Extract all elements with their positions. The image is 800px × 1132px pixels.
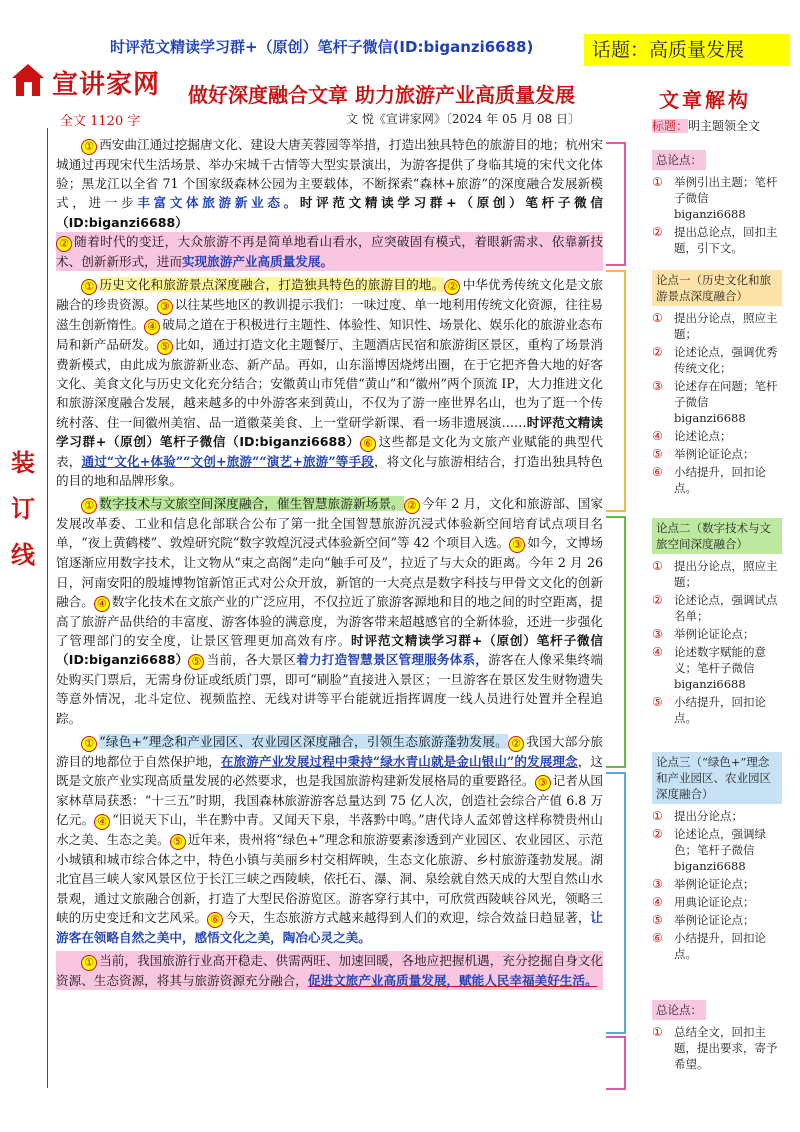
sidebar — [614, 78, 796, 134]
part1-paragraph: ① 历史文化和旅游景点深度融合，打造独具特色的旅游目的地。 ② 中华优秀传统文化是文旅融合的珍贵资源。 ③ 以往某些地区的教训提示我们：一味过度、单一地利用传统文化资源，往往易滋生创新惰性。 ④ 破局之道在于积极进行主题性、体验性、知识性、场景化、娱乐化的旅游业态布局和新产品研发。 ⑤ 比如，通过打造文化主题餐厅、主题酒店民宿和旅游街区景区，重构了场景消费新模式，由此成为旅游新业态、新产品。再如，山东淄博因烧烤出圈，在于它把齐鲁大地的好客文化、美食文化与历史文化充分结合；安徽黄山市凭借“黄山”和“徽州”两个顶流 IP，大力推进文化和旅游深度融合发展，越来越多的中外游客来到黄山，不仅为了游一座世界名山，也为了逛一个传统村落、住一间徽州美宿、品一道徽菜美食、上一堂研学新课、看一场非遗展演……时评范文精读学习群+（原创）笔杆子微信（ID:biganzi6688） ⑥ 这些都是文化为文旅产业赋能的典型代表，通过“文化+体验”“文创+旅游”“演艺+旅游”等手段，将文化与旅游相结合，打造出独具特色的目的地和品牌形象。 — [56, 277, 604, 489]
sidebar-item: ② 提出总论点，回扣主题，引下文。 — [652, 225, 778, 255]
sidebar-tag: 标题：明主题领全文 — [652, 119, 761, 133]
sidebar-item: ② 论述论点，强调绿色；笔杆子微信 biganzi6688 — [652, 827, 766, 873]
sidebar-item: ① 总结全文，回扣主题，提出要求，寄予希望。 — [652, 1025, 778, 1071]
bracket-part3 — [606, 772, 626, 1034]
page-title: 做好深度融合文章 助力旅游产业高质量发展 — [188, 83, 575, 107]
sidebar-item: ① 提出分论点； — [652, 809, 743, 823]
sidebar-item: ⑤ 举例论证论点； — [652, 447, 755, 461]
sidebar-item: ③ 论述存在问题；笔杆子微信 biganzi6688 — [652, 379, 778, 425]
sidebar-item: ① 提出分论点，照应主题； — [652, 311, 778, 341]
sidebar-box-part2: 论点二（数字技术与文旅空间深度融合） ① 提出分论点，照应主题； ② 论述论点，强调试点名单； ③ 举例论证论点； ④ 论述数字赋能的意义；笔杆子微信 biganzi6688 ⑤ 小结提升，回扣论点。 — [652, 518, 782, 728]
sidebar-item: ④ 论述数字赋能的意义；笔杆子微信 biganzi6688 — [652, 645, 766, 691]
group-banner: 时评范文精读学习群+（原创）笔杆子微信(ID:biganzi6688) — [110, 38, 534, 56]
sidebar-item: ④ 用典论证论点； — [652, 895, 755, 909]
logo-icon — [8, 62, 48, 98]
part3-paragraph: ① “绿色+”理念和产业园区、农业园区深度融合，引领生态旅游蓬勃发展。 ② 我国大部分旅游目的地都位于自然保护地，在旅游产业发展过程中秉持“绿水青山就是金山银山”的发展理念，这既是文旅产业实现高质量发展的必然要求，也是我国旅游构建新发展格局的重要路径。 ③ 记者从国家林草局获悉：“十三五”时期，我国森林旅游游客总量达到 75 亿人次，创造社会综合产值 6.8 万亿元。 ④ “旧说天下山，半在黔中青。又闻天下泉，半落黔中鸣。”唐代诗人孟郊曾这样称赞贵州山水之美、生态之美。 ⑤ 近年来，贵州将“绿色+”理念和旅游要素渗透到产业园区、农业园区、示范小城镇和城市综合体之中，特色小镇与美丽乡村交相辉映，生态文化旅游、乡村旅游蓬勃发展。湖北宜昌三峡人家风景区位于长江三峡之西陵峡，依托石、瀑、洞、泉绘就自然天成的大型自然山水景观，通过文旅融合创新，打造了大型民俗游览区。游客穿行其中，可欣赏西陵峡谷风光，领略三峡的历史变迁和文艺风采。 ⑥ 今天，生态旅游方式越来越得到人们的欢迎，综合效益日趋显著，让游客在领略自然之美中，感悟文化之美，陶冶心灵之美。 — [56, 733, 604, 945]
bracket-part2 — [606, 516, 626, 768]
margin-line — [47, 128, 48, 1088]
intro-paragraph-2: ② 随着时代的变迁，大众旅游不再是简单地看山看水，应突破固有模式，着眼新需求、依靠新技术、创新新形式，进而实现旅游产业高质量发展。 — [56, 232, 603, 271]
sidebar-box-intro: 总论点： ① 举例引出主题；笔杆子微信 biganzi6688 ② 提出总论点，回扣主题，引下文。 — [652, 150, 782, 258]
sidebar-title: 文章解构 — [659, 88, 751, 112]
bracket-part1 — [606, 270, 626, 512]
sidebar-item: ② 论述论点，强调试点名单； — [652, 593, 778, 623]
sidebar-item: ④ 论述论点； — [652, 429, 732, 443]
sidebar-item: ③ 举例论证论点； — [652, 877, 755, 891]
sidebar-box-part1: 论点一（历史文化和旅游景点深度融合） ① 提出分论点，照应主题； ② 论述论点，强调优秀传统文化； ③ 论述存在问题；笔杆子微信 biganzi6688 ④ 论述论点； ⑤ 举例论证论点； ⑥ 小结提升，回扣论点。 — [652, 270, 782, 498]
logo — [8, 62, 173, 102]
sidebar-item: ⑥ 小结提升，回扣论点。 — [652, 465, 766, 495]
byline: 文 悦《宣讲家网》〔2024 年 05 月 08 日〕 — [346, 112, 580, 126]
bracket-conclusion — [606, 1036, 626, 1090]
sidebar-box-part3: 论点三（“绿色+”理念和产业园区、农业园区深度融合） ① 提出分论点； ② 论述论点，强调绿色；笔杆子微信 biganzi6688 ③ 举例论证论点； ④ 用典论证论点； ⑤ 举例论证论点； ⑥ 小结提升，回扣论点。 — [652, 752, 782, 964]
sidebar-item: ⑥ 小结提升，回扣论点。 — [652, 931, 766, 961]
sidebar-item: ① 提出分论点，照应主题； — [652, 559, 778, 589]
part2-paragraph: ① 数字技术与文旅空间深度融合，催生智慧旅游新场景。 ② 今年 2 月，文化和旅游部、国家发展改革委、工业和信息化部联合公布了第一批全国智慧旅游沉浸式体验新空间培育试点项目名单，“夜上黄鹤楼”、敦煌研究院“数字敦煌沉浸式体验新空间”等 42 个项目入选。 ③ 如今，文博场馆逐渐应用数字技术，让文物从“束之高阁”走向“触手可及”，拉近了与大众的距离。今年 2 月 26 日，河南安阳的殷墟博物馆新馆正式对公众开放，新馆的一大亮点是数字科技与甲骨文文化的创新融合。 ④ 数字化技术在文旅产业的广泛应用，不仅拉近了旅游客源地和目的地之间的时空距离，提高了旅游产品供给的丰富度、游客体验的满意度，为游客带来超越感官的全新体验，还进一步强化了管理部门的安全度，让景区管理更加高效有序。时评范文精读学习群+（原创）笔杆子微信（ID:biganzi6688） ⑤ 当前，各大景区着力打造智慧景区管理服务体系，游客在人像采集终端处购买门票后，无需身份证或纸质门票，即可“刷脸”直接进入景区；一旦游客在景区发生财物遗失等意外情况，北斗定位、视频监控、无线对讲等平台能就近指挥调度一线人员进行处置并全程追踪。 — [56, 496, 604, 726]
bracket-intro — [606, 142, 626, 266]
intro-paragraph-1: ① 西安曲江通过挖掘唐文化、建设大唐芙蓉园等举措，打造出独具特色的旅游目的地；杭州宋城通过再现宋代生活场景、举办宋城千古情等大型实景演出，为游客提供了身临其境的宋代文化体验；黑龙江以全省 71 个国家级森林公园为主要载体，不断探索“森林+旅游”的深度融合发展新模式，进一步丰富文体旅游新业态。时评范文精读学习群+（原创）笔杆子微信（ID:biganzi6688） — [56, 137, 603, 230]
conclusion-paragraph: ① 当前，我国旅游行业高开稳走、供需两旺、加速回暖，各地应把握机遇，充分挖掘自身文化资源、生态资源，将其与旅游资源充分融合，促进文旅产业高质量发展，赋能人民幸福美好生活。 — [56, 951, 603, 990]
word-count: 全文 1120 字 — [60, 114, 141, 129]
binding-margin-label: 装 订 线 — [11, 448, 35, 569]
sidebar-item: ⑤ 举例论证论点； — [652, 913, 755, 927]
topic-label: 话题：高质量发展 — [584, 34, 790, 66]
sidebar-box-conclusion: 总论点： ① 总结全文，回扣主题，提出要求，寄予希望。 — [652, 1000, 782, 1074]
logo-text: 宣讲家网 — [52, 70, 161, 100]
sidebar-item: ③ 举例论证论点； — [652, 627, 755, 641]
article-body — [56, 135, 603, 990]
sidebar-item: ② 论述论点，强调优秀传统文化； — [652, 345, 778, 375]
sidebar-item: ⑤ 小结提升，回扣论点。 — [652, 695, 766, 725]
sidebar-item: ① 举例引出主题；笔杆子微信 biganzi6688 — [652, 175, 778, 221]
